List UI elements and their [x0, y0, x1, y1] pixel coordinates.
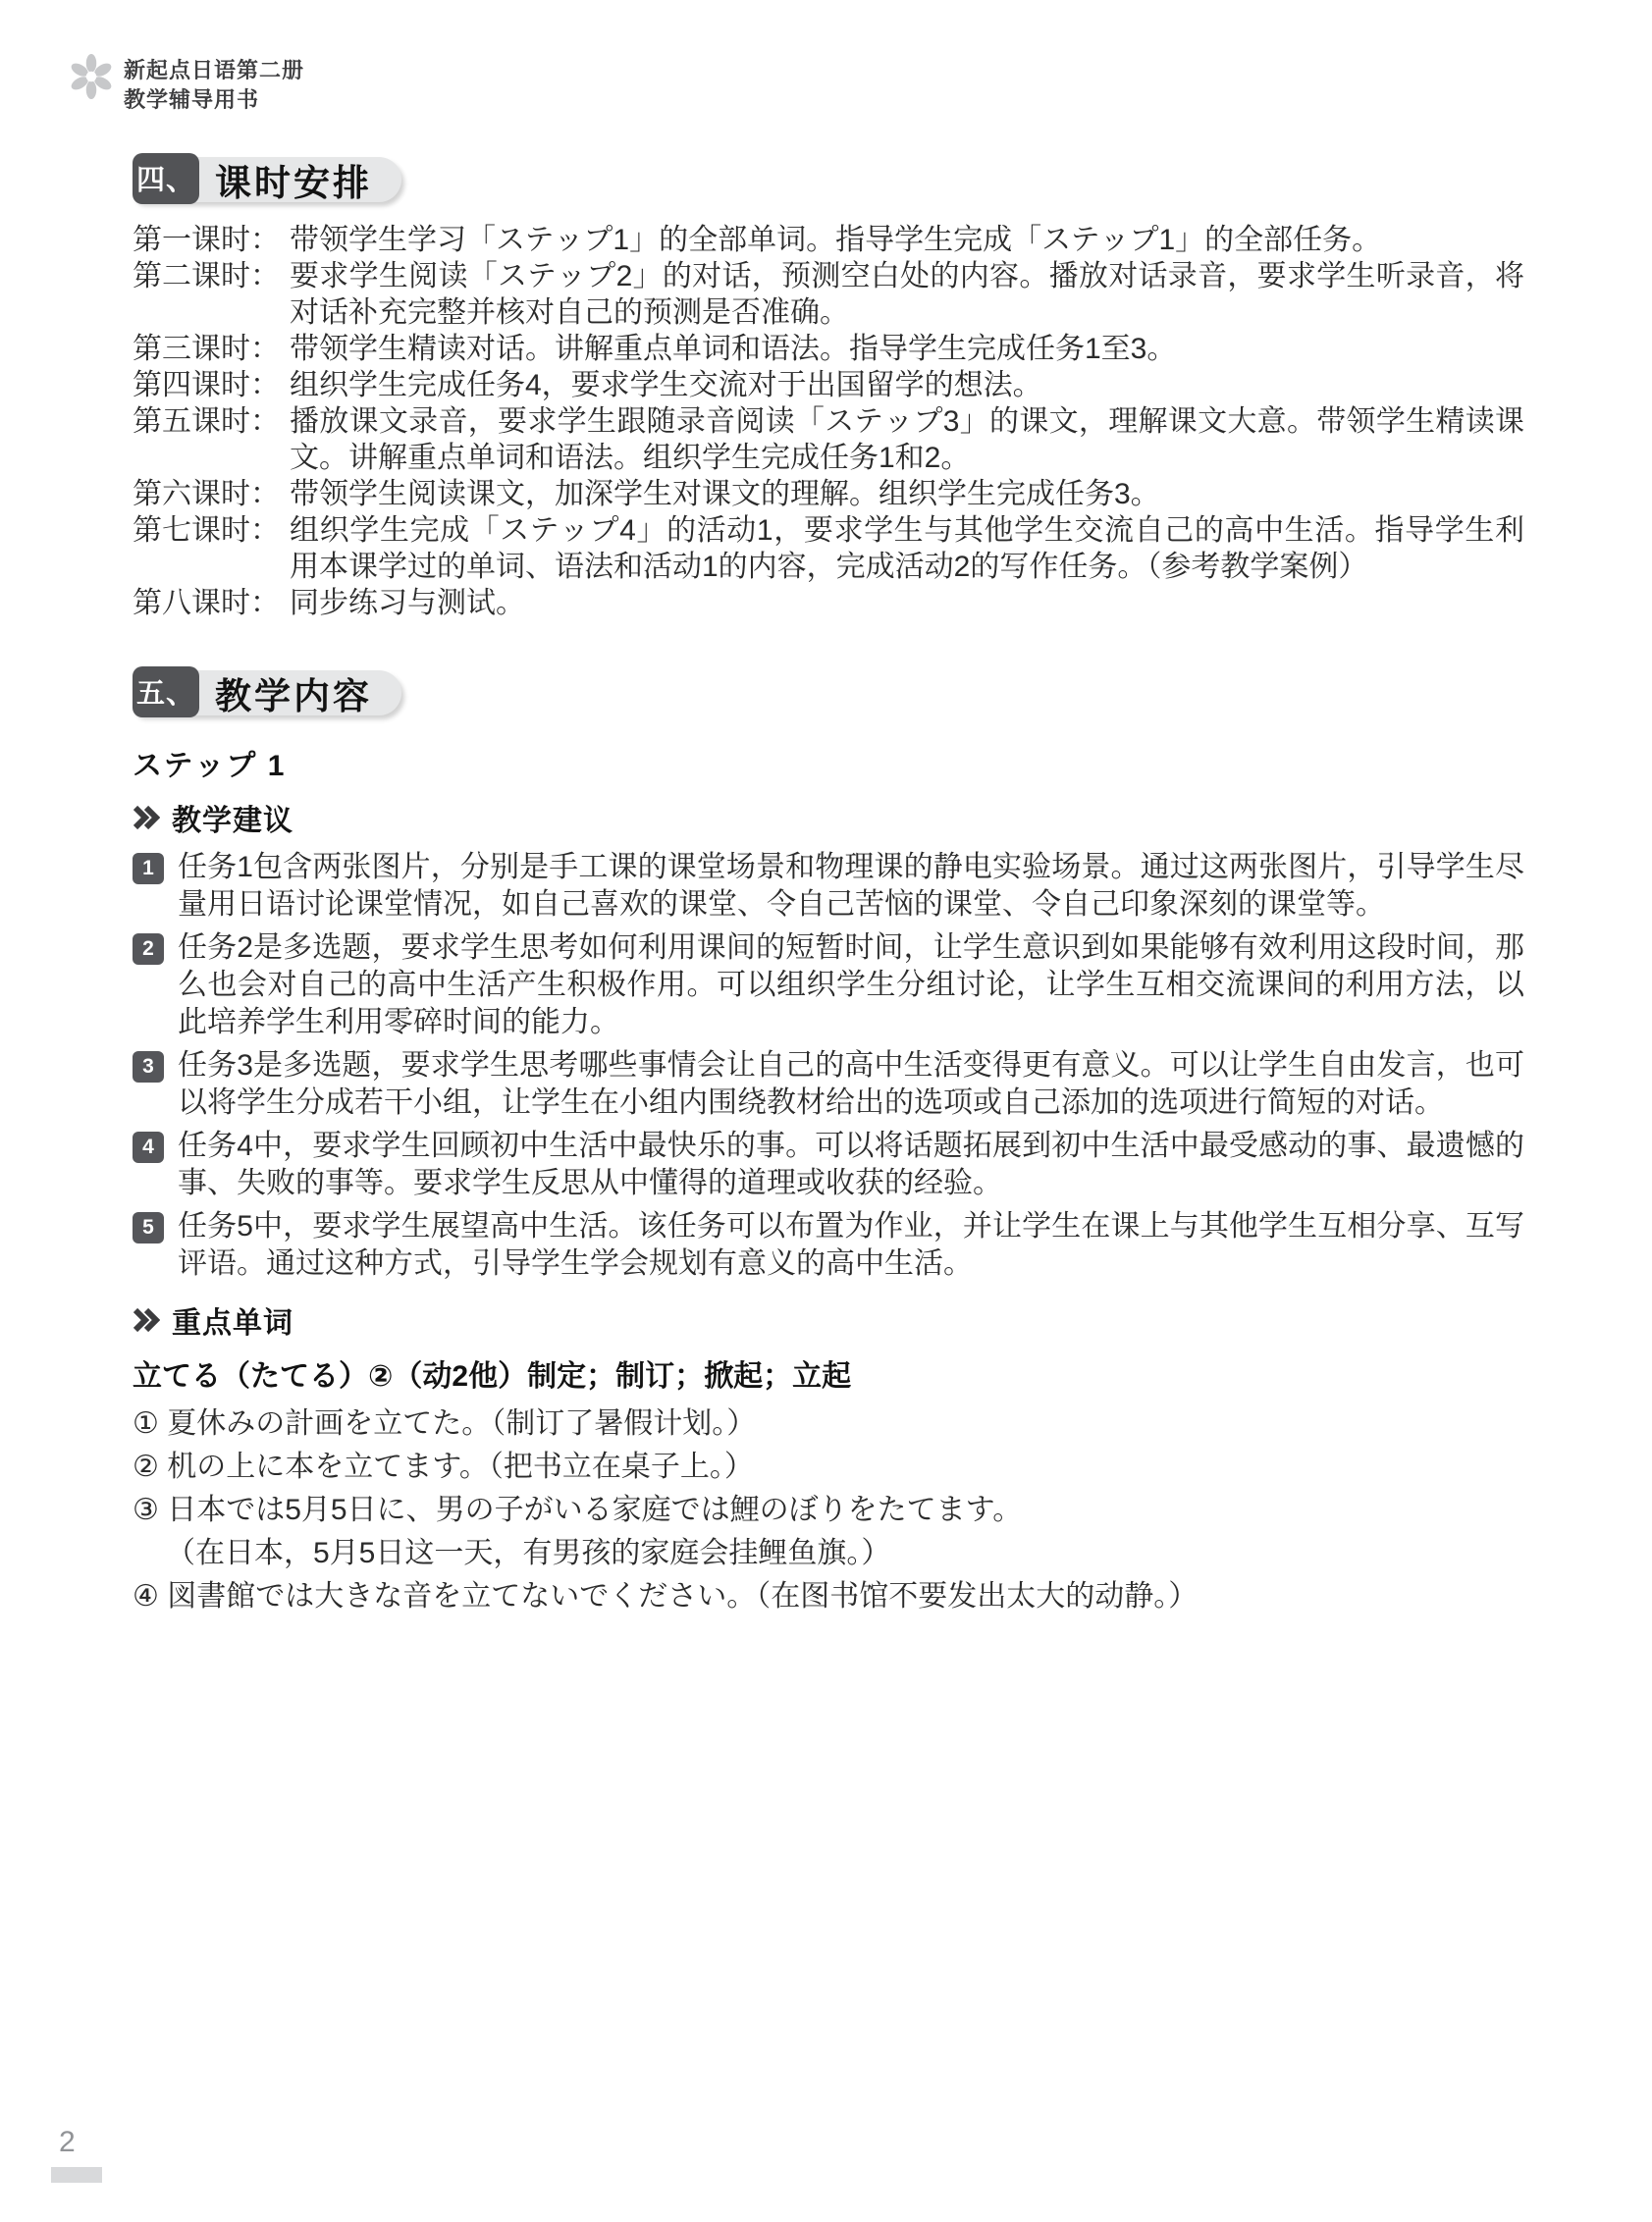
- lesson-text: 组织学生完成任务4，要求学生交流对于出国留学的想法。: [290, 369, 1042, 401]
- advice-list: [133, 849, 1524, 1283]
- advice-number-badge: 5: [133, 1212, 164, 1243]
- lesson-text: 带领学生阅读课文，加深学生对课文的理解。组织学生完成任务3。: [290, 478, 1160, 510]
- advice-number-badge: 1: [133, 853, 164, 884]
- advice-number-badge: 4: [133, 1132, 164, 1163]
- advice-text: 任务4中，要求学生回顾初中生活中最快乐的事。可以将话题拓展到初中生活中最受感动的事、最遗憾的事、失败的事等。要求学生反思从中懂得的道理或收获的经验。: [178, 1130, 1524, 1199]
- double-chevron-icon: [133, 1307, 160, 1333]
- advice-number-badge: 3: [133, 1051, 164, 1083]
- lesson-row: [133, 367, 1524, 403]
- advice-heading-text: 教学建议: [172, 805, 293, 837]
- vocab-heading-text: 重点单词: [172, 1307, 293, 1340]
- advice-item: [133, 1047, 1524, 1122]
- book-title: 新起点日语第二册: [124, 58, 305, 82]
- advice-text: 任务3是多选题，要求学生思考哪些事情会让自己的高中生活变得更有意义。可以让学生自由发言，也可以将学生分成若干小组，让学生在小组内围绕教材给出的选项或自己添加的选项进行简短的对话。: [178, 1049, 1524, 1119]
- footer-mark: [51, 2167, 102, 2183]
- example-sentence: ③ 日本では5月5日に、男の子がいる家庭では鯉のぼりをたてます。: [133, 1494, 1023, 1526]
- lesson-label: 第七课时：: [133, 514, 280, 547]
- lesson-text: 带领学生学习「ステップ1」的全部单词。指导学生完成「ステップ1」的全部任务。: [290, 224, 1382, 256]
- book-header-titles: [124, 54, 304, 115]
- section-title: 教学内容: [215, 676, 372, 716]
- lesson-label: 第一课时：: [133, 224, 280, 256]
- vocab-entry: 立てる（たてる）②（动2他）制定；制订；掀起；立起: [133, 1360, 852, 1393]
- lesson-text: 播放课文录音，要求学生跟随录音阅读「ステップ3」的课文，理解课文大意。带领学生精读课文。讲解重点单词和语法。组织学生完成任务1和2。: [290, 405, 1524, 474]
- step-title: ステップ 1: [133, 750, 287, 782]
- example-sentence: ② 机の上に本を立てます。（把书立在桌子上。）: [133, 1451, 754, 1483]
- lesson-label: 第六课时：: [133, 478, 280, 510]
- lesson-text: 同步练习与测试。: [290, 587, 525, 619]
- example-sentence: ① 夏休みの計画を立てた。（制订了暑假计划。）: [133, 1407, 757, 1440]
- lesson-row: [133, 258, 1524, 331]
- advice-item: [133, 849, 1524, 924]
- lesson-text: 要求学生阅读「ステップ2」的对话，预测空白处的内容。播放对话录音，要求学生听录音，将对话补充完整并核对自己的预测是否准确。: [290, 260, 1524, 329]
- example-sentence: ④ 図書館では大きな音を立てないでください。（在图书馆不要发出太大的动静。）: [133, 1580, 1199, 1613]
- section-heading-lesson-plan: [133, 157, 401, 202]
- lesson-text: 组织学生完成「ステップ4」的活动1，要求学生与其他学生交流自己的高中生活。指导学生利用本课学过的单词、语法和活动1的内容，完成活动2的写作任务。（参考教学案例）: [290, 514, 1524, 583]
- example-sentences: [133, 1404, 1524, 1616]
- example-translation: （在日本，5月5日这一天，有男孩的家庭会挂鲤鱼旗。）: [166, 1537, 891, 1569]
- advice-item: [133, 1208, 1524, 1283]
- advice-text: 任务2是多选题，要求学生思考如何利用课间的短暂时间，让学生意识到如果能够有效利用这段时间，那么也会对自己的高中生活产生积极作用。可以组织学生分组讨论，让学生互相交流课间的利用方法，以此培养学生利用零碎时间的能力。: [178, 931, 1524, 1038]
- section-number-badge: 五、: [133, 666, 199, 717]
- vocab-heading: [133, 1298, 1524, 1342]
- double-chevron-icon: [133, 805, 160, 830]
- lesson-label: 第八课时：: [133, 587, 280, 619]
- advice-text: 任务1包含两张图片，分别是手工课的课堂场景和物理课的静电实验场景。通过这两张图片，引导学生尽量用日语讨论课堂情况，如自己喜欢的课堂、令自己苦恼的课堂、令自己印象深刻的课堂等。: [178, 851, 1524, 921]
- lesson-row: [133, 585, 1524, 621]
- section-title: 课时安排: [215, 163, 372, 203]
- lesson-label: 第五课时：: [133, 405, 280, 438]
- lesson-text: 带领学生精读对话。讲解重点单词和语法。指导学生完成任务1至3。: [290, 333, 1177, 365]
- book-header: [69, 54, 304, 115]
- advice-item: [133, 929, 1524, 1041]
- lesson-row: [133, 403, 1524, 476]
- flower-icon: [69, 54, 114, 99]
- section-heading-teaching-content: [133, 670, 401, 715]
- page-number: 2: [59, 2126, 76, 2158]
- advice-item: [133, 1128, 1524, 1202]
- lesson-list: [133, 222, 1524, 621]
- advice-heading: [133, 796, 1524, 839]
- page-content: [133, 157, 1524, 1620]
- advice-number-badge: 2: [133, 933, 164, 965]
- lesson-label: 第四课时：: [133, 369, 280, 401]
- lesson-row: [133, 222, 1524, 258]
- lesson-row: [133, 476, 1524, 512]
- book-subtitle: 教学辅导用书: [124, 87, 260, 112]
- lesson-row: [133, 512, 1524, 585]
- section-number-badge: 四、: [133, 153, 199, 204]
- lesson-label: 第三课时：: [133, 333, 280, 365]
- advice-text: 任务5中，要求学生展望高中生活。该任务可以布置为作业，并让学生在课上与其他学生互相分享、互写评语。通过这种方式，引导学生学会规划有意义的高中生活。: [178, 1210, 1524, 1280]
- lesson-row: [133, 331, 1524, 367]
- lesson-label: 第二课时：: [133, 260, 280, 292]
